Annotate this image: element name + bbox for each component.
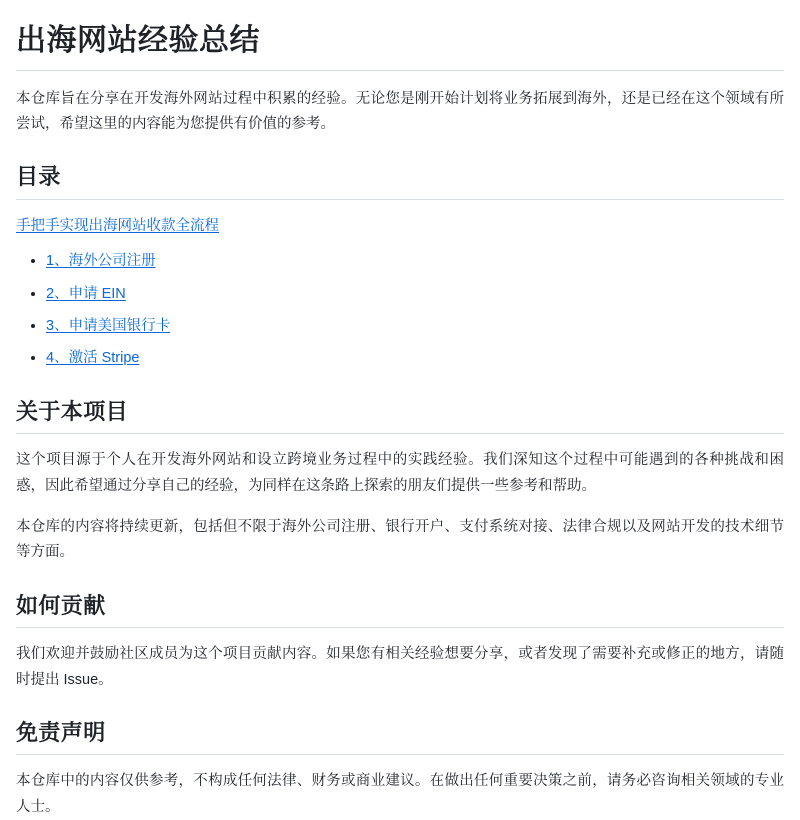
section-heading-toc: 目录 [16, 163, 784, 200]
toc-featured-link-wrapper [16, 214, 784, 239]
contribute-paragraph-1: 我们欢迎并鼓励社区成员为这个项目贡献内容。如果您有相关经验想要分享，或者发现了需要补充或修正的地方，请随时提出 Issue。 [16, 646, 784, 688]
list-item [46, 282, 784, 307]
toc-link-apply-us-bank-card[interactable]: 3、申请美国银行卡 [46, 317, 171, 334]
toc-featured-link[interactable]: 手把手实现出海网站收款全流程 [16, 217, 219, 234]
list-item [46, 346, 784, 371]
intro-paragraph: 本仓库旨在分享在开发海外网站过程中积累的经验。无论您是刚开始计划将业务拓展到海外，还是已经在这个领域有所尝试，希望这里的内容能为您提供有价值的参考。 [16, 90, 784, 132]
list-item [46, 249, 784, 274]
about-paragraph-2: 本仓库的内容将持续更新，包括但不限于海外公司注册、银行开户、支付系统对接、法律合规以及网站开发的技术细节等方面。 [16, 518, 784, 561]
section-heading-disclaimer: 免责声明 [16, 719, 784, 756]
toc-link-activate-stripe[interactable]: 4、激活 Stripe [46, 350, 140, 367]
list-item [46, 314, 784, 339]
section-heading-about: 关于本项目 [16, 398, 784, 435]
toc-list [16, 249, 784, 372]
toc-link-apply-ein[interactable]: 2、申请 EIN [46, 285, 126, 302]
toc-link-overseas-company-registration[interactable]: 1、海外公司注册 [46, 253, 156, 270]
section-heading-contribute: 如何贡献 [16, 592, 784, 629]
disclaimer-paragraph-1: 本仓库中的内容仅供参考，不构成任何法律、财务或商业建议。在做出任何重要决策之前，请务必咨询相关领域的专业人士。 [16, 773, 784, 815]
about-paragraph-1: 这个项目源于个人在开发海外网站和设立跨境业务过程中的实践经验。我们深知这个过程中可能遇到的各种挑战和困惑，因此希望通过分享自己的经验，为同样在这条路上探索的朋友们提供一些参考和帮助。 [16, 452, 784, 494]
page-title: 出海网站经验总结 [16, 22, 784, 71]
